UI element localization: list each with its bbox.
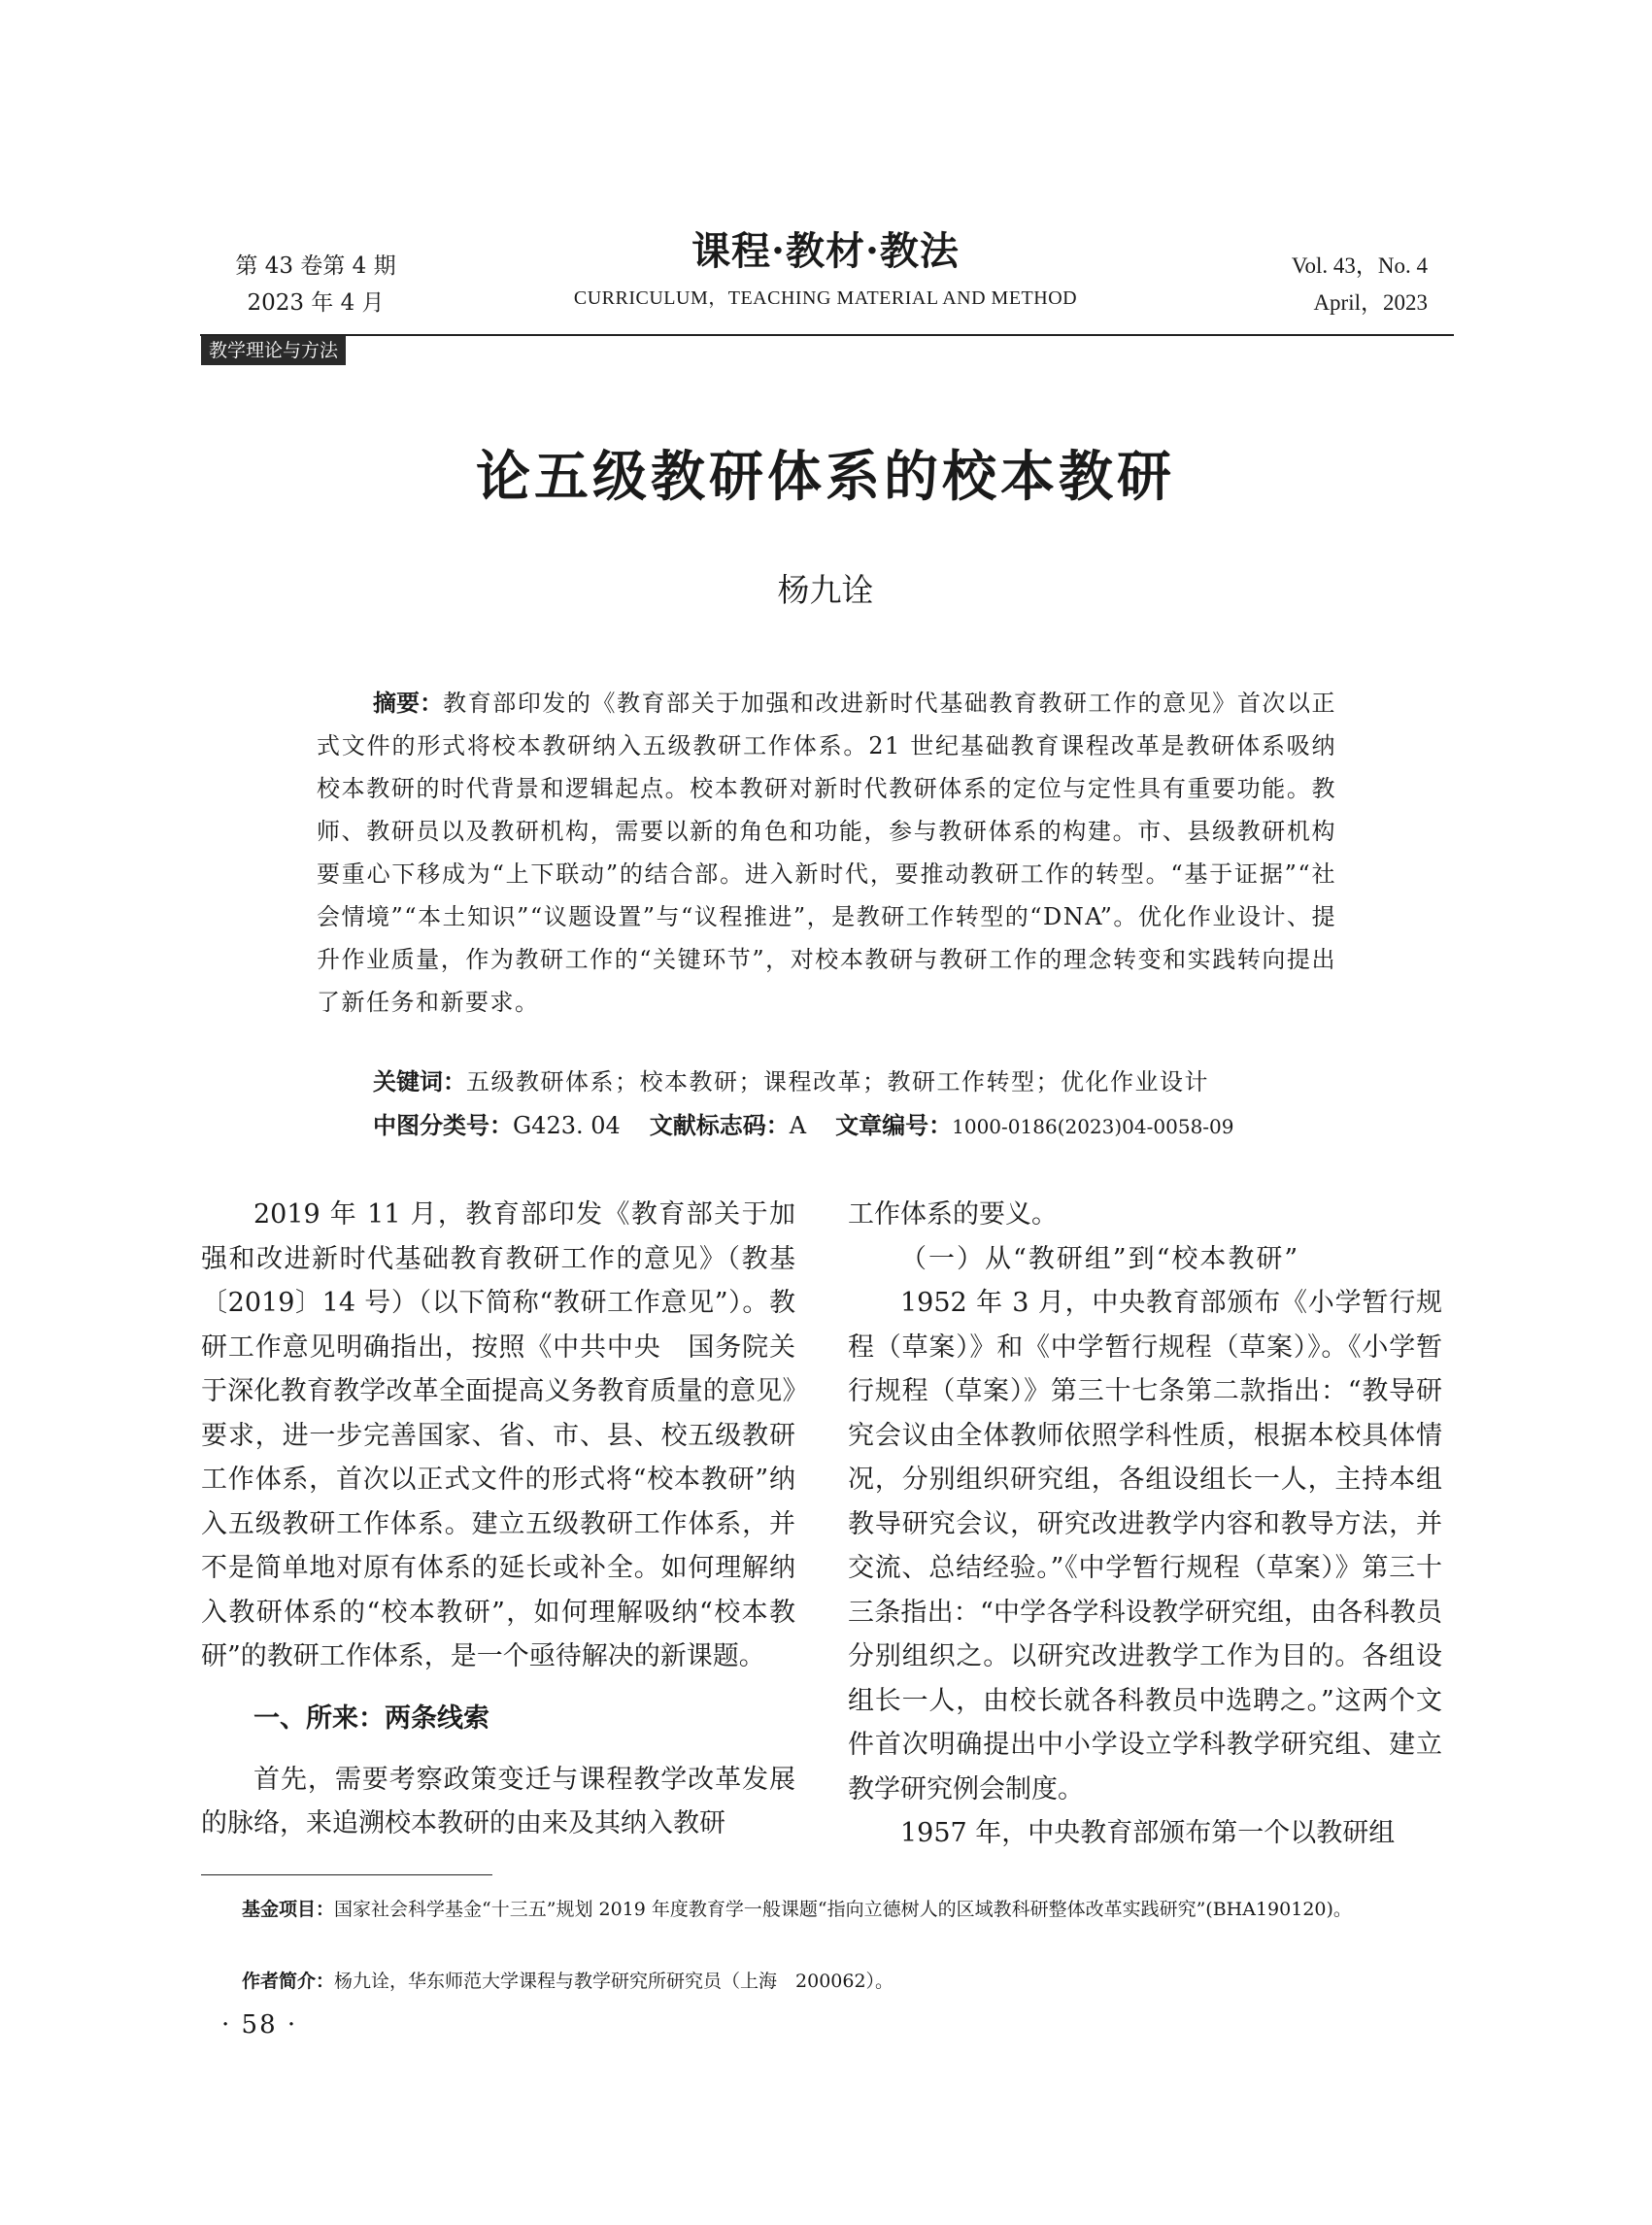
keywords-label: 关键词： <box>373 1068 466 1096</box>
body-right-column <box>848 1193 1442 1856</box>
paragraph: 首先，需要考察政策变迁与课程教学改革发展的脉络，来追溯校本教研的由来及其纳入教研 <box>201 1764 795 1838</box>
keywords-text: 五级教研体系；校本教研；课程改革；教研工作转型；优化作业设计 <box>466 1068 1209 1096</box>
abstract <box>317 682 1336 1024</box>
volume-issue: 第 43 卷第 4 期 <box>235 253 396 279</box>
author-note <box>201 1966 1454 1998</box>
paragraph: 1957 年，中央教育部颁布第一个以教研组 <box>900 1818 1396 1848</box>
clc-label: 中图分类号： <box>373 1112 513 1139</box>
volume-info <box>233 248 398 321</box>
classification-line <box>373 1104 1344 1148</box>
section-heading: 一、所来：两条线索 <box>253 1702 489 1734</box>
keywords <box>373 1061 1344 1103</box>
author-note-text: 杨九诠，华东师范大学课程与教学研究所研究员（上海 200062）。 <box>334 1971 894 1992</box>
fund-label: 基金项目： <box>242 1899 335 1920</box>
journal-masthead <box>505 225 1146 313</box>
article-no-value: 1000-0186(2023)04-0058-09 <box>952 1115 1234 1138</box>
body-left-column <box>201 1193 795 1846</box>
fund-text: 国家社会科学基金“十三五”规划 2019 年度教育学一般课题“指向立德树人的区域教科研整体改革实践研究”(BHA190120)。 <box>334 1899 1352 1920</box>
abstract-text: 教育部印发的《教育部关于加强和改进新时代基础教育教研工作的意见》首次以正式文件的形式将校本教研纳入五级教研工作体系。21 世纪基础教育课程改革是教研体系吸纳校本教研的时代背景和逻辑起点。校本教研对新时代教研体系的定位与定性具有重要功能。教师、教研员以及教研机构，需要以新的角色和功能，参与教研体系的构建。市、县级教研机构要重心下移成为“上下联动”的结合部。进入新时代，要推动教研工作的转型。“基于证据”“社会情境”“本土知识”“议题设置”与“议程推进”，是教研工作转型的“DNA”。优化作业设计、提升作业质量，作为教研工作的“关键环节”，对校本教研与教研工作的理念转变和实践转向提出了新任务和新要求。 <box>317 690 1337 1016</box>
article-author: 杨九诠 <box>777 571 874 609</box>
article-no-label: 文章编号： <box>835 1112 953 1139</box>
journal-title-en: CURRICULUM，TEACHING MATERIAL AND METHOD <box>573 287 1078 309</box>
article-title: 论五级教研体系的校本教研 <box>476 446 1175 509</box>
fund-note <box>201 1894 1454 1926</box>
page-number: · 58 · <box>221 2010 298 2040</box>
abstract-label: 摘要： <box>373 690 444 717</box>
volume-info-en <box>1233 248 1428 321</box>
paragraph: 2019 年 11 月，教育部印发《教育部关于加强和改进新时代基础教育教研工作的意见》（教基〔2019〕14 号）（以下简称“教研工作意见”）。教研工作意见明确指出，按照《中共中央 国务院关于深化教育教学改革全面提高义务教育质量的意见》要求，进一步完善国家、省、市、县、校五级教研工作体系，首次以正式文件的形式将“校本教研”纳入五级教研工作体系。建立五级教研工作体系，并不是简单地对原有体系的延长或补全。如何理解纳入教研体系的“校本教研”，如何理解吸纳“校本教研”的教研工作体系，是一个亟待解决的新课题。 <box>201 1199 795 1671</box>
date-en: April，2023 <box>1313 290 1428 315</box>
clc-value: G423. 04 <box>513 1112 621 1139</box>
doc-code-label: 文献标志码： <box>649 1112 790 1139</box>
doc-code-value: A <box>789 1112 807 1139</box>
section-tag: 教学理论与方法 <box>201 336 346 365</box>
paragraph: 工作体系的要义。 <box>848 1199 1058 1230</box>
subsection-heading: （一）从“教研组”到“校本教研” <box>900 1243 1300 1274</box>
author-note-label: 作者简介： <box>242 1971 335 1992</box>
issue-date: 2023 年 4 月 <box>247 290 385 316</box>
paragraph: 1952 年 3 月，中央教育部颁布《小学暂行规程（草案）》和《中学暂行规程（草案）》。《小学暂行规程（草案）》第三十七条第二款指出：“教导研究会议由全体教师依照学科性质，根据本校具体情况，分别组织研究组，各组设组长一人，主持本组教导研究会议，研究改进教学内容和教导方法，并交流、总结经验。”《中学暂行规程（草案）》第三十三条指出：“中学各学科设教学研究组，由各科教员分别组织之。以研究改进教学工作为目的。各组设组长一人，由校长就各科教员中选聘之。”这两个文件首次明确提出中小学设立学科教学研究组、建立教学研究例会制度。 <box>848 1288 1442 1804</box>
header-rule <box>200 334 1454 336</box>
journal-title-cn: 课程·教材·教法 <box>691 228 960 274</box>
volume-en: Vol. 43，No. 4 <box>1291 253 1428 278</box>
footnote-rule <box>201 1874 492 1875</box>
